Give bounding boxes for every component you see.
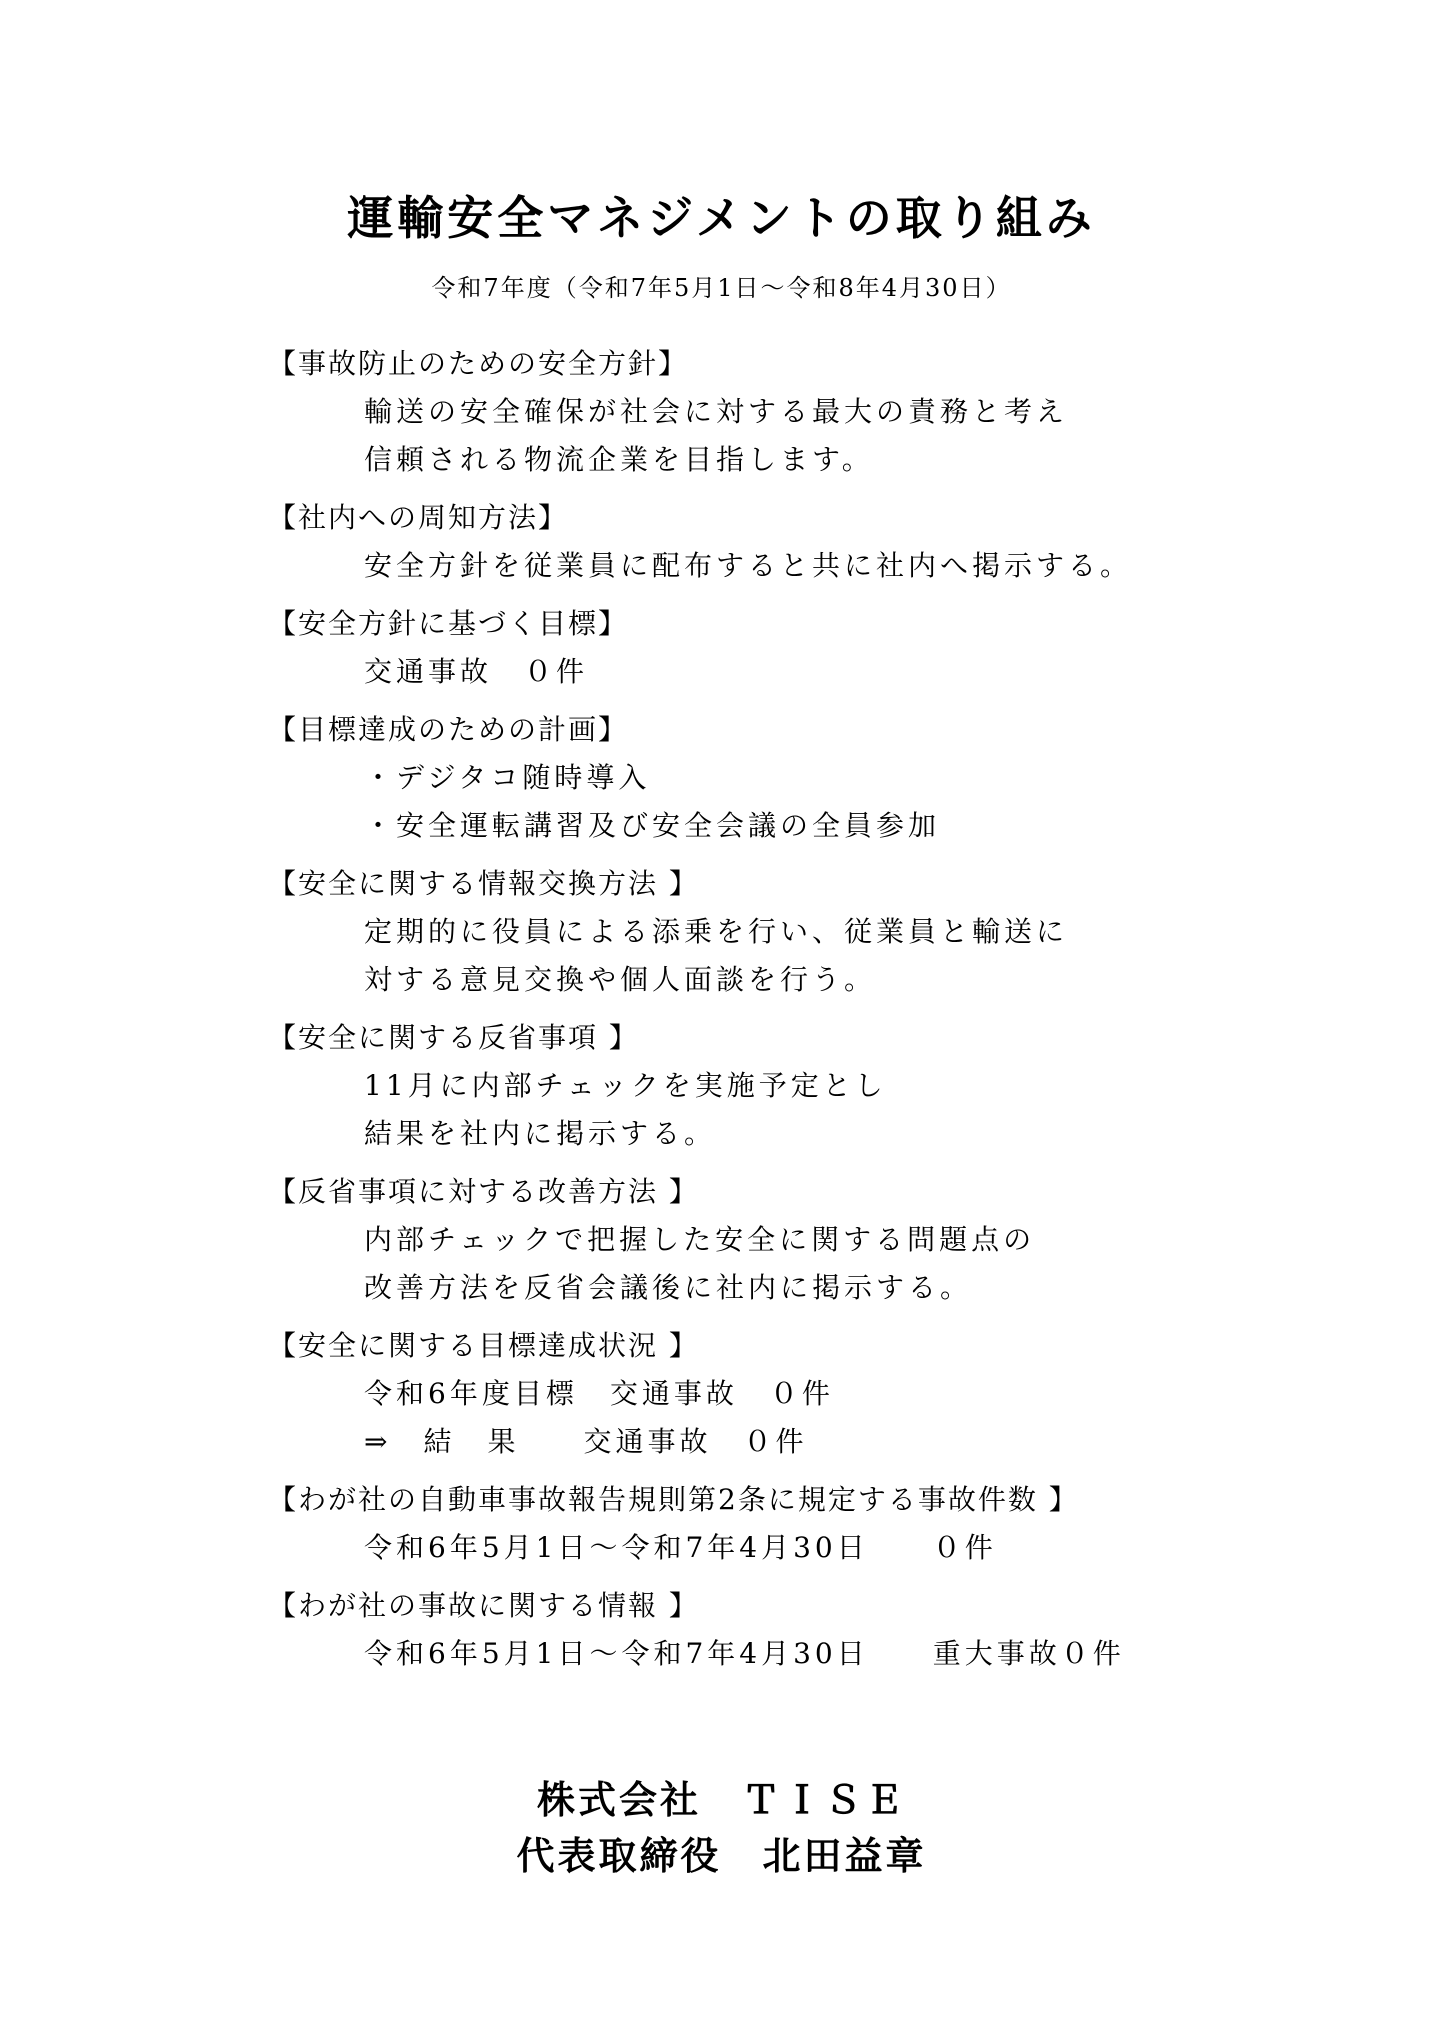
company-name: 株式会社 ＴＩＳＥ (536, 1777, 906, 1822)
section-line: ⇒ 結 果 交通事故 ０件 (364, 1425, 808, 1458)
section-accident-info (268, 1582, 1388, 1678)
section-line: 内部チェックで把握した安全に関する問題点の (364, 1223, 1036, 1256)
section-goal-status (268, 1322, 1388, 1466)
section-heading: 【安全に関する情報交換方法 】 (268, 867, 699, 900)
section-line: 輸送の安全確保が社会に対する最大の責務と考え (364, 395, 1069, 428)
section-heading: 【安全に関する目標達成状況 】 (268, 1329, 699, 1362)
section-internal-notice (268, 494, 1388, 590)
section-line: ・安全運転講習及び安全会議の全員参加 (364, 809, 941, 842)
section-reflection (268, 1014, 1388, 1158)
section-line: 改善方法を反省会議後に社内に掲示する。 (364, 1271, 973, 1304)
section-accident-count (268, 1476, 1388, 1572)
section-line: 令和6年度目標 交通事故 ０件 (364, 1377, 834, 1410)
section-line: 交通事故 ０件 (364, 655, 589, 688)
section-line: 11月に内部チェックを実施予定とし (364, 1069, 887, 1102)
section-line: ・デジタコ随時導入 (364, 761, 651, 794)
section-line: 令和6年5月1日～令和7年4月30日 ０件 (364, 1531, 997, 1564)
section-safety-goal (268, 600, 1388, 696)
section-heading: 【反省事項に対する改善方法 】 (268, 1175, 699, 1208)
section-info-exchange (268, 860, 1388, 1004)
section-line: 令和6年5月1日～令和7年4月30日 重大事故０件 (364, 1637, 1125, 1670)
section-line: 対する意見交換や個人面談を行う。 (364, 963, 877, 996)
section-improvement (268, 1168, 1388, 1312)
representative-name: 代表取締役 北田益章 (516, 1833, 927, 1878)
section-heading: 【安全に関する反省事項 】 (268, 1021, 639, 1054)
document-period: 令和7年度（令和7年5月1日～令和8年4月30日） (431, 274, 1012, 302)
section-goal-plan (268, 706, 1388, 850)
section-line: 安全方針を従業員に配布すると共に社内へ掲示する。 (364, 549, 1133, 582)
section-safety-policy (268, 340, 1388, 484)
section-heading: 【わが社の自動車事故報告規則第2条に規定する事故件数 】 (268, 1483, 1079, 1516)
section-heading: 【安全方針に基づく目標】 (268, 607, 629, 640)
document-title: 運輸安全マネジメントの取り組み (347, 191, 1096, 245)
policy-sections (268, 340, 1388, 1688)
section-heading: 【目標達成のための計画】 (268, 713, 629, 746)
section-heading: 【社内への周知方法】 (268, 501, 569, 534)
section-line: 信頼される物流企業を目指します。 (364, 443, 874, 476)
signature-block (0, 1772, 1443, 1884)
section-heading: 【わが社の事故に関する情報 】 (268, 1589, 699, 1622)
section-line: 結果を社内に掲示する。 (364, 1117, 717, 1150)
section-line: 定期的に役員による添乗を行い、従業員と輸送に (364, 915, 1069, 948)
section-heading: 【事故防止のための安全方針】 (268, 347, 689, 380)
